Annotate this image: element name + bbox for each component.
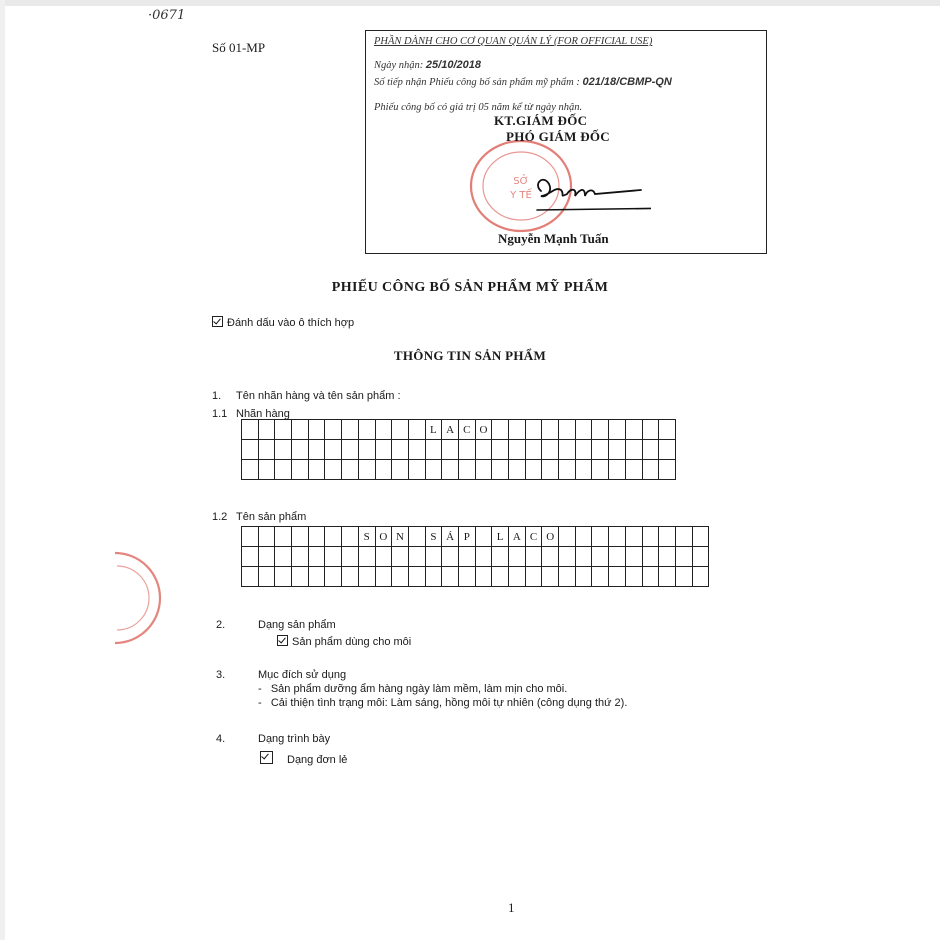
grid-cell: S <box>425 527 442 547</box>
page-number: 1 <box>508 900 515 915</box>
purpose-bullet: - Cải thiện tình trạng môi: Làm sáng, hồng môi tự nhiên (công dụng thứ 2). <box>258 697 628 709</box>
item4-option-text: Dạng đơn lẻ <box>287 754 348 766</box>
handwritten-number: ·0671 <box>148 8 186 23</box>
director-title: KT.GIÁM ĐỐC <box>494 113 588 128</box>
signature-icon <box>531 166 651 221</box>
checkbox-checked-icon <box>212 316 223 327</box>
svg-text:Y TẾ: Y TẾ <box>510 190 532 201</box>
grid-row <box>242 527 709 547</box>
grid-cell: A <box>442 420 459 440</box>
received-date-value: 25/10/2018 <box>425 59 481 71</box>
grid-cell: Á <box>442 527 459 547</box>
grid-cell: P <box>458 527 475 547</box>
svg-text:SỞ: SỞ <box>513 176 529 187</box>
check-instruction <box>212 316 354 329</box>
item4-label: Dạng trình bày <box>258 733 331 745</box>
grid-cell: O <box>475 420 492 440</box>
received-date <box>374 59 481 71</box>
received-date-label: Ngày nhận: <box>374 60 424 71</box>
item3-label: Mục đích sử dụng <box>258 669 347 681</box>
grid-row <box>242 440 676 460</box>
scan-edge-left <box>0 0 5 940</box>
grid-cell: O <box>542 527 559 547</box>
item3-number: 3. <box>216 669 226 681</box>
checkbox-checked-icon <box>260 751 273 764</box>
scan-edge-top <box>0 0 940 6</box>
grid-row <box>242 420 676 440</box>
grid-cell <box>408 527 425 547</box>
item4-option <box>260 751 347 766</box>
grid-cell: S <box>358 527 375 547</box>
grid-cell: C <box>525 527 542 547</box>
product-name-grid <box>241 526 709 587</box>
section-title: THÔNG TIN SẢN PHẨM <box>393 348 547 363</box>
official-use-box <box>365 30 767 254</box>
validity-note: Phiếu công bố có giá trị 05 năm kể từ ngày nhận. <box>374 102 583 113</box>
registration-label: Số tiếp nhận Phiếu công bố sản phẩm mỹ phẩm : <box>374 77 580 88</box>
form-title: PHIẾU CÔNG BỐ SẢN PHẨM MỸ PHẨM <box>331 280 609 295</box>
check-instruction-text: Đánh dấu vào ô thích hợp <box>227 317 355 329</box>
item1-1-label: Nhãn hàng <box>236 408 290 420</box>
signer-name: Nguyễn Mạnh Tuấn <box>498 231 609 246</box>
brand-name-grid <box>241 419 676 480</box>
form-code: Số 01-MP <box>212 40 266 55</box>
item1-2-label: Tên sản phẩm <box>236 511 307 523</box>
grid-cell: C <box>458 420 475 440</box>
deputy-director-title: PHÓ GIÁM ĐỐC <box>506 129 610 144</box>
item2-number: 2. <box>216 619 226 631</box>
item1-label: Tên nhãn hàng và tên sản phẩm : <box>236 390 401 402</box>
item2-option-text: Sản phẩm dùng cho môi <box>292 636 412 648</box>
partial-stamp-icon <box>95 548 165 648</box>
item4-number: 4. <box>216 733 226 745</box>
purpose-bullet-text: Cải thiện tình trạng môi: Làm sáng, hồng môi tự nhiên (công dụng thứ 2). <box>270 697 628 709</box>
registration-value: 021/18/CBMP-QN <box>582 76 672 88</box>
grid-cell: N <box>392 527 409 547</box>
grid-cell <box>475 527 492 547</box>
grid-row <box>242 460 676 480</box>
item1-number: 1. <box>212 390 222 402</box>
grid-cell: A <box>509 527 526 547</box>
purpose-bullet: - Sản phẩm dưỡng ẩm hàng ngày làm mềm, làm mịn cho môi. <box>258 683 568 695</box>
grid-row <box>242 547 709 567</box>
item2-option <box>277 635 411 648</box>
item1-1-number: 1.1 <box>212 408 228 420</box>
registration-number <box>374 76 672 88</box>
purpose-bullet-text: Sản phẩm dưỡng ẩm hàng ngày làm mềm, làm mịn cho môi. <box>270 683 568 695</box>
item1-2-number: 1.2 <box>212 511 228 523</box>
item2-label: Dạng sản phẩm <box>258 619 336 631</box>
grid-cell: O <box>375 527 392 547</box>
grid-cell: L <box>492 527 509 547</box>
checkbox-checked-icon <box>277 635 288 646</box>
official-title: PHẦN DÀNH CHO CƠ QUAN QUẢN LÝ (FOR OFFICIAL USE) <box>374 36 653 47</box>
grid-row <box>242 567 709 587</box>
grid-cell: L <box>425 420 442 440</box>
